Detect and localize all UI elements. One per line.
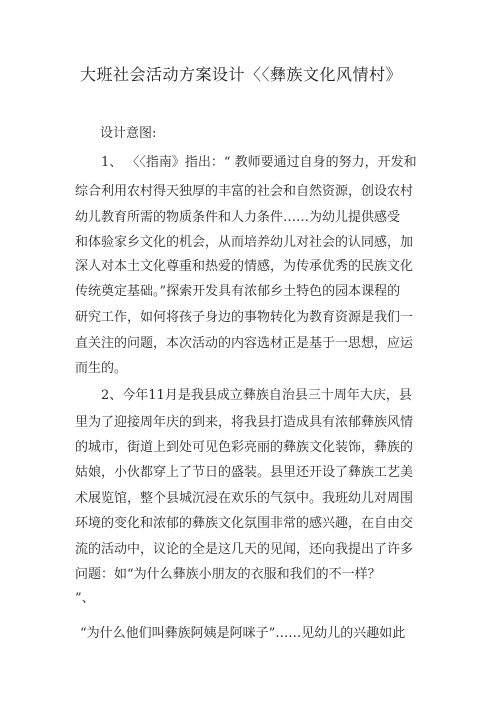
paragraph-line: 深人对本土文化尊重和热爱的情感，为传承优秀的民族文化 — [75, 259, 414, 274]
section-heading: 设计意图: — [100, 126, 157, 141]
paragraph-line: 里为了迎接周年庆的到来，将我县打造成具有浓郁彝族风情 — [75, 415, 414, 430]
paragraph-line: 环境的变化和浓郁的彝族文化氛围非常的感兴趣，在自由交 — [75, 516, 414, 531]
paragraph-line: 幼儿教育所需的物质条件和人力条件……为幼儿提供感受 — [75, 210, 401, 225]
paragraph-line: 2、今年11月是我县成立彝族自治县三十周年大庆，县 — [101, 388, 412, 403]
paragraph-line: 直关注的问题，本次活动的内容选材正是基于一思想，应运 — [75, 336, 414, 351]
paragraph-line: 1、 〈〈指南》指出：“ 教师要通过自身的努力，开发和 — [101, 155, 417, 170]
document-title: 大班社会活动方案设计〈〈彝族文化风情村》 — [80, 65, 403, 84]
paragraph-line: 的城市，街道上到处可见色彩亮丽的彝族文化装饰，彝族的 — [75, 440, 414, 455]
paragraph-line: 流的活动中，议论的全是这几天的见闻，还向我提出了许多 — [75, 542, 414, 557]
paragraph-line: 研究工作，如何将孩子身边的事物转化为教育资源是我们一 — [75, 310, 414, 325]
paragraph-line: 而生的。 — [75, 361, 128, 376]
paragraph-line: 术展览馆，整个县城沉浸在欢乐的气氛中。我班幼儿对周围 — [75, 491, 414, 506]
paragraph-line: “为什么他们叫彝族阿姨是阿咪子”……见幼儿的兴趣如此 — [80, 626, 406, 641]
paragraph-line: 和体验家乡文化的机会，从而培养幼儿对社会的认同感，加 — [75, 235, 414, 250]
paragraph-line: 综合利用农村得天独厚的丰富的社会和自然资源，创设农村 — [75, 184, 414, 199]
paragraph-line: 问题：如“为什么彝族小朋友的衣服和我们的不一样？ — [75, 567, 381, 582]
paragraph-line: 传统奠定基础。”探索开发具有浓郁乡土特色的园本课程的 — [75, 284, 401, 299]
paragraph-line: ”、 — [75, 591, 95, 606]
paragraph-line: 姑娘，小伙都穿上了节日的盛装。县里还开设了彝族工艺美 — [75, 465, 414, 480]
